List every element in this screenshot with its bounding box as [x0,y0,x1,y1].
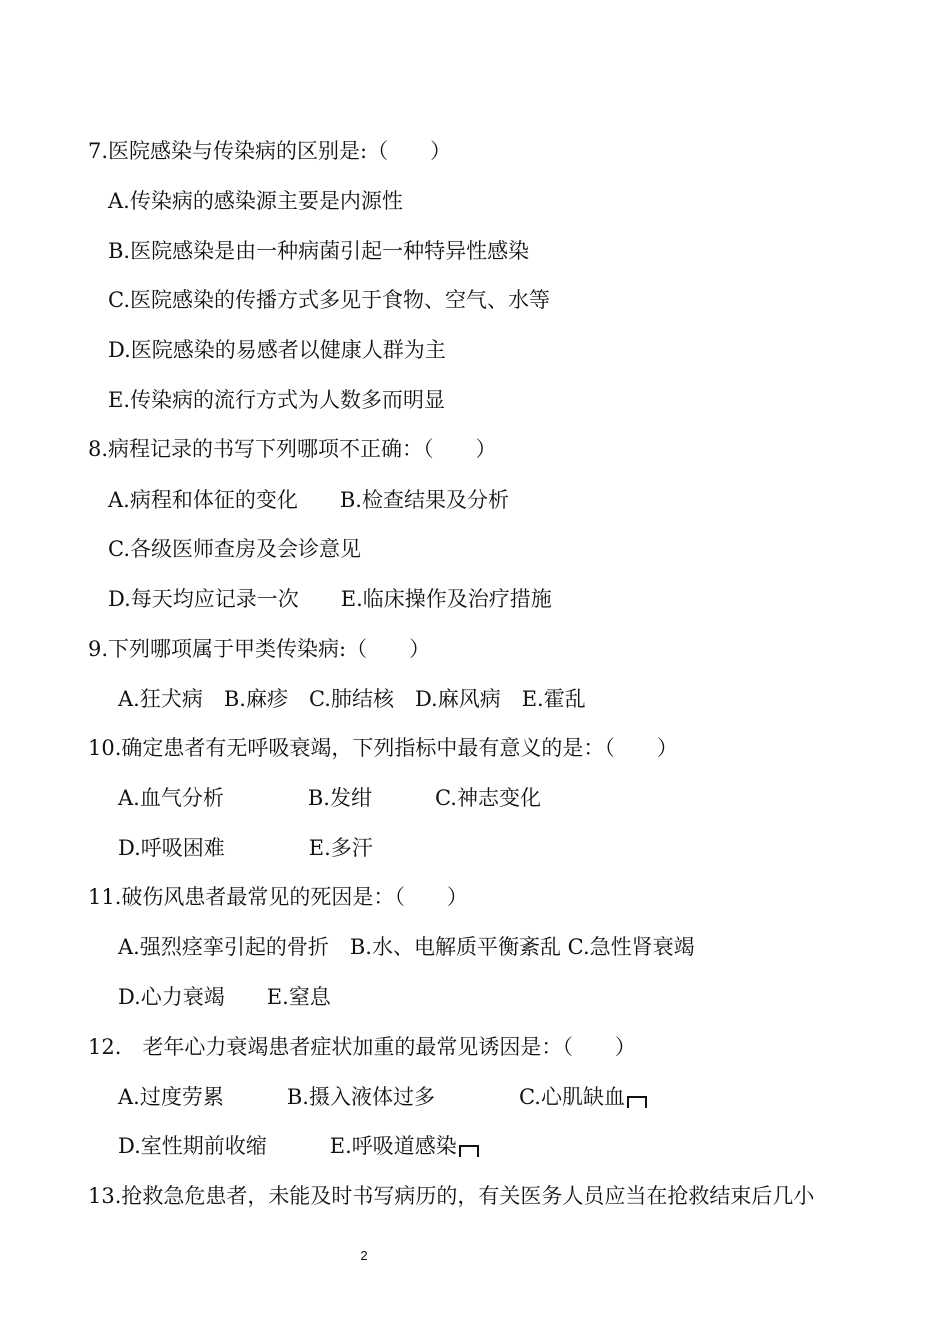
edit-mark-icon [459,1145,479,1157]
q7-option-c: C.医院感染的传播方式多见于食物、空气、水等 [108,288,550,312]
q13-stem: 13.抢救急危患者，未能及时书写病历的，有关医务人员应当在抢救结束后几小 [88,1184,815,1208]
q11-options-abc: A.强烈痉挛引起的骨折 B.水、电解质平衡紊乱 C.急性肾衰竭 [118,935,695,959]
edit-mark-icon [627,1096,647,1108]
q8-options-de: D.每天均应记录一次 E.临床操作及治疗措施 [108,587,552,611]
q7-option-b: B.医院感染是由一种病菌引起一种特异性感染 [108,239,530,263]
q7-stem: 7.医院感染与传染病的区别是:（ ） [88,139,452,163]
q12-options-de: D.室性期前收缩 E.呼吸道感染 [118,1134,457,1158]
q9-stem: 9.下列哪项属于甲类传染病:（ ） [88,637,431,661]
q11-stem: 11.破伤风患者最常见的死因是：（ ） [88,885,468,909]
q9-options: A.狂犬病 B.麻疹 C.肺结核 D.麻风病 E.霍乱 [118,687,586,711]
q8-stem: 8.病程记录的书写下列哪项不正确：（ ） [88,437,497,461]
q12-stem: 12. 老年心力衰竭患者症状加重的最常见诱因是：（ ） [88,1035,636,1059]
q12-options-abc: A.过度劳累 B.摄入液体过多 C.心肌缺血 [118,1085,625,1109]
q11-options-de: D.心力衰竭 E.窒息 [118,985,331,1009]
q7-option-d: D.医院感染的易感者以健康人群为主 [108,338,446,362]
q8-options-ab: A.病程和体征的变化 B.检查结果及分析 [108,488,509,512]
page-number: 2 [360,1248,368,1263]
q7-option-a: A.传染病的感染源主要是内源性 [108,189,403,213]
q8-option-c: C.各级医师查房及会诊意见 [108,537,361,561]
q10-options-abc: A.血气分析 B.发绀 C.神志变化 [118,786,541,810]
q12-options-abc-row [118,1083,647,1111]
q10-options-de: D.呼吸困难 E.多汗 [118,836,373,860]
q10-stem: 10.确定患者有无呼吸衰竭，下列指标中最有意义的是：（ ） [88,736,678,760]
q12-options-de-row [118,1132,479,1160]
q7-option-e: E.传染病的流行方式为人数多而明显 [108,388,446,412]
